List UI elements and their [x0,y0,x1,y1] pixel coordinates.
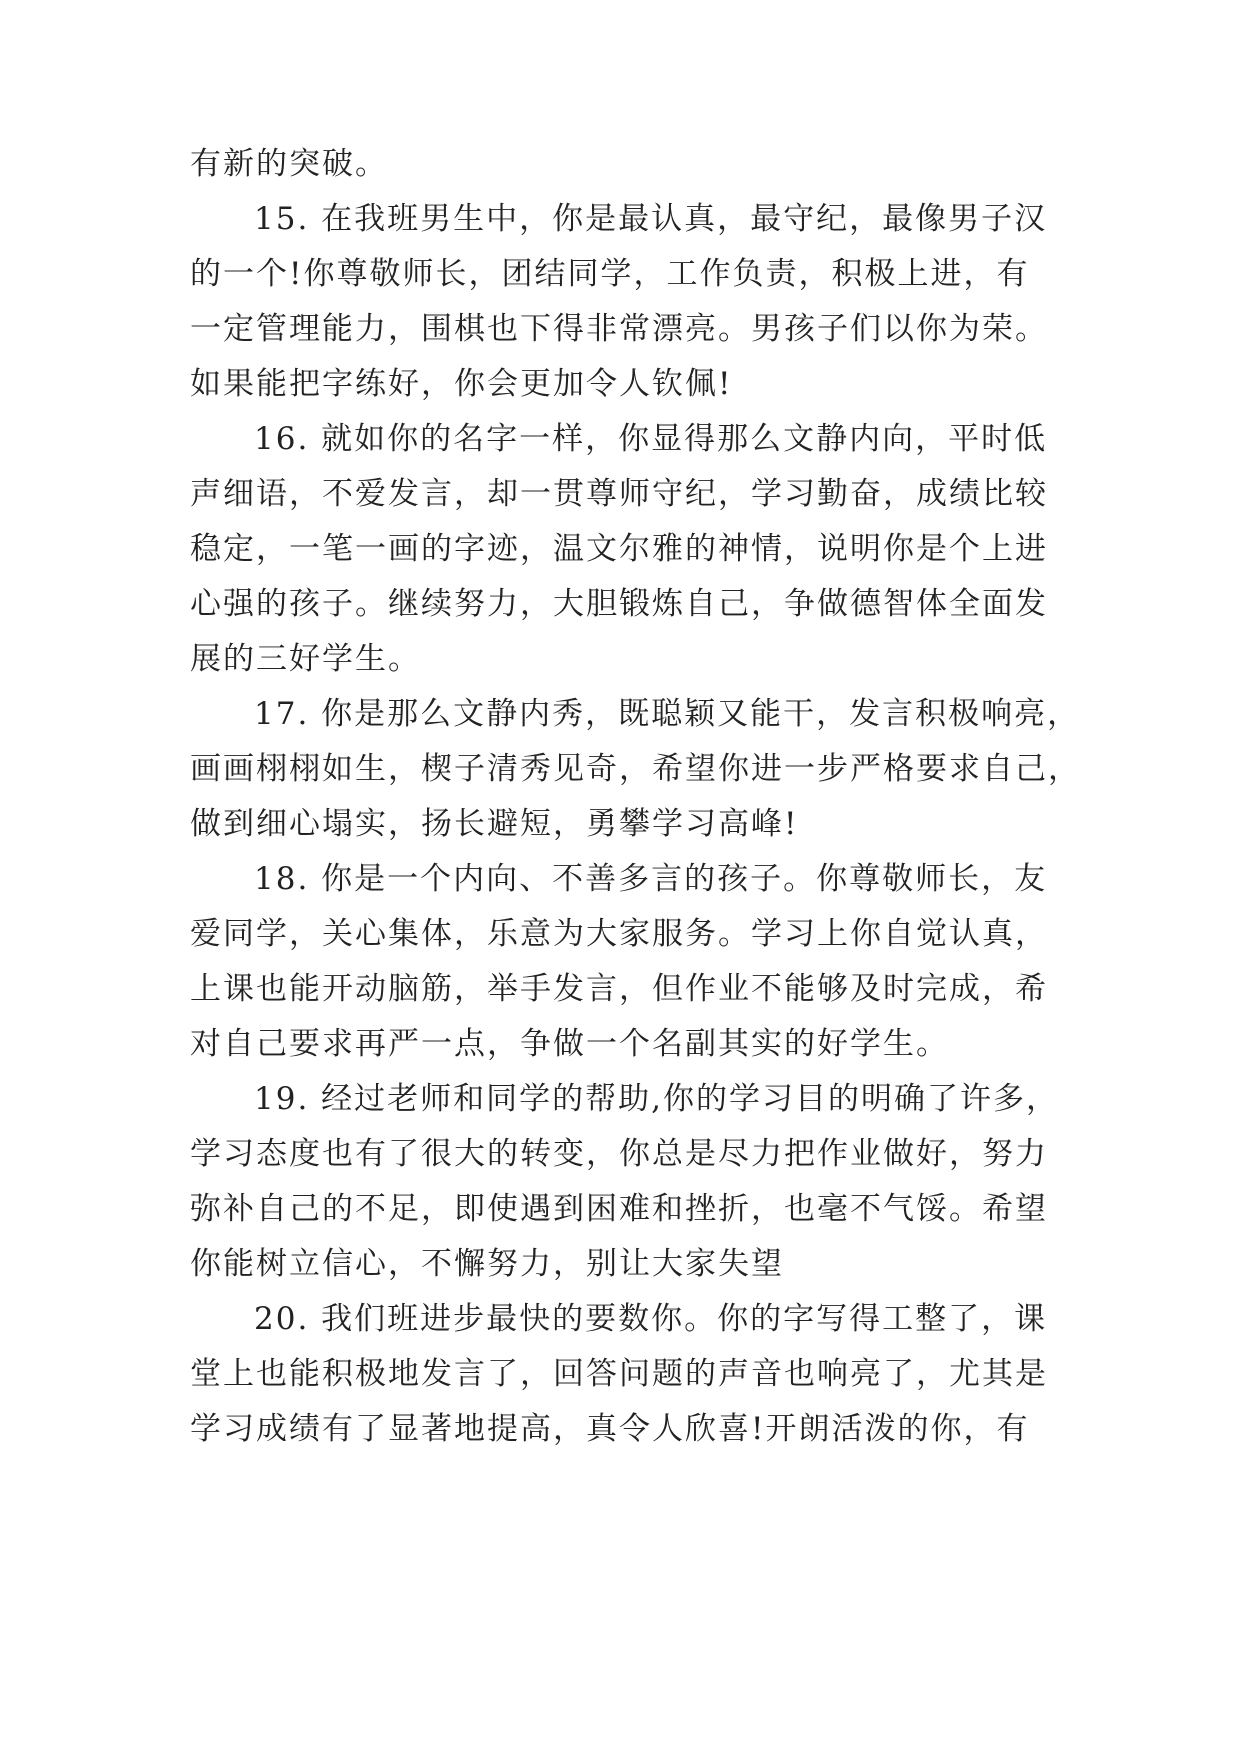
text-line: 画画栩栩如生，楔子清秀见奇，希望你进一步严格要求自己， [190,751,1081,787]
text-line: 上课也能开动脑筋，举手发言，但作业不能够及时完成，希 [190,971,1048,1007]
paragraph-16-start: 16. 就如你的名字一样，你显得那么文静内向，平时低 [254,421,1048,457]
paragraph-15-start: 15. 在我班男生中，你是最认真，最守纪，最像男子汉 [254,201,1048,237]
text-line: 堂上也能积极地发言了，回答问题的声音也响亮了，尤其是 [190,1356,1048,1392]
text-line: 弥补自己的不足，即使遇到困难和挫折，也毫不气馁。希望 [190,1191,1048,1227]
paragraph-19-start: 19. 经过老师和同学的帮助,你的学习目的明确了许多， [254,1081,1060,1117]
text-line: 稳定，一笔一画的字迹，温文尔雅的神情，说明你是个上进 [190,531,1048,567]
paragraph-20-start: 20. 我们班进步最快的要数你。你的字写得工整了，课 [254,1301,1048,1337]
text-line: 的一个!你尊敬师长，团结同学，工作负责，积极上进，有 [190,256,1030,292]
text-line: 做到细心塌实，扬长避短，勇攀学习高峰! [190,806,799,842]
text-line: 一定管理能力，围棋也下得非常漂亮。男孩子们以你为荣。 [190,311,1048,347]
text-line: 展的三好学生。 [190,641,421,677]
text-line: 学习成绩有了显著地提高，真令人欣喜!开朗活泼的你，有 [190,1411,1030,1447]
paragraph-17-start: 17. 你是那么文静内秀，既聪颖又能干，发言积极响亮， [254,696,1081,732]
text-line: 如果能把字练好，你会更加令人钦佩! [190,366,733,402]
text-line: 有新的突破。 [190,146,388,182]
text-line: 学习态度也有了很大的转变，你总是尽力把作业做好，努力 [190,1136,1048,1172]
paragraph-18-start: 18. 你是一个内向、不善多言的孩子。你尊敬师长，友 [254,861,1048,897]
text-line: 心强的孩子。继续努力，大胆锻炼自己，争做德智体全面发 [190,586,1048,622]
text-line: 声细语，不爱发言，却一贯尊师守纪，学习勤奋，成绩比较 [190,476,1048,512]
text-line: 你能树立信心，不懈努力，别让大家失望 [190,1246,784,1282]
text-line: 爱同学，关心集体，乐意为大家服务。学习上你自觉认真， [190,916,1048,952]
text-line: 对自己要求再严一点，争做一个名副其实的好学生。 [190,1026,949,1062]
